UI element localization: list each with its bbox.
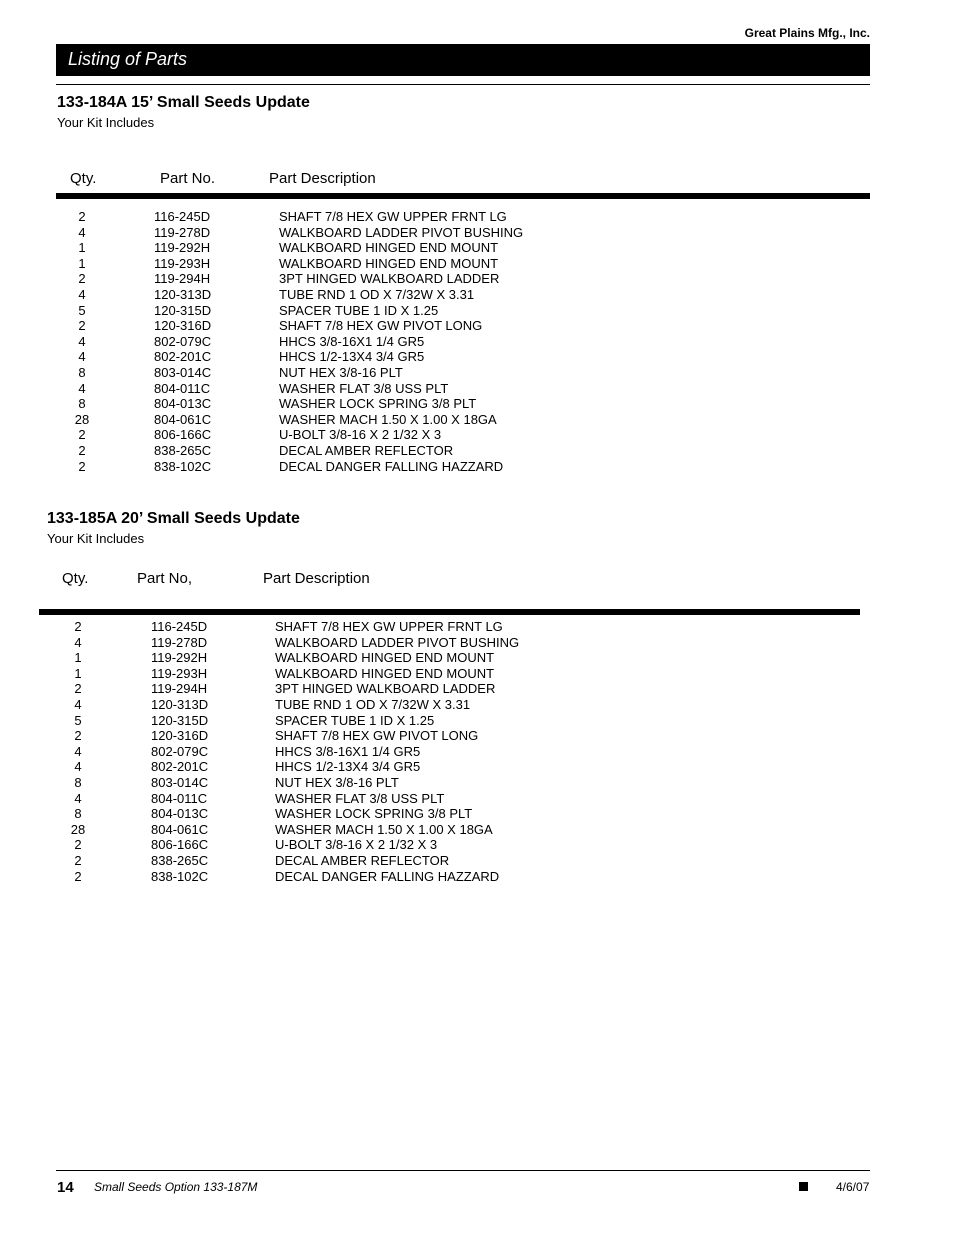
- part-number-cell: 120-316D: [154, 318, 212, 334]
- kit-title-2: 133-185A 20’ Small Seeds Update: [47, 510, 300, 527]
- qty-cell: 4: [74, 696, 82, 712]
- description-cell: WALKBOARD LADDER PIVOT BUSHING: [275, 634, 520, 650]
- description-cell: WALKBOARD HINGED END MOUNT: [279, 255, 499, 271]
- table-row: [56, 271, 656, 287]
- table-row: [39, 853, 639, 869]
- qty-cell: 4: [74, 759, 82, 775]
- table-row: [56, 365, 656, 381]
- qty-cell: 2: [74, 837, 82, 853]
- part-number-cell: 838-102C: [151, 868, 209, 884]
- part-number-cell: 838-102C: [154, 458, 212, 474]
- part-number-cell: 119-294H: [154, 271, 211, 287]
- table-row: [39, 697, 639, 713]
- description-cell: NUT HEX 3/8-16 PLT: [275, 774, 399, 790]
- description-cell: WASHER FLAT 3/8 USS PLT: [275, 790, 445, 806]
- description-cell: HHCS 1/2-13X4 3/4 GR5: [275, 759, 421, 775]
- part-number-cell: 804-013C: [151, 806, 209, 822]
- table-row: [39, 806, 639, 822]
- table-row: [56, 287, 656, 303]
- description-cell: HHCS 1/2-13X4 3/4 GR5: [279, 349, 425, 365]
- qty-cell: 4: [78, 333, 86, 349]
- description-cell: WASHER LOCK SPRING 3/8 PLT: [279, 396, 477, 412]
- table-row: [56, 412, 656, 428]
- description-cell: SPACER TUBE 1 ID X 1.25: [279, 302, 439, 318]
- qty-cell: 2: [74, 728, 82, 744]
- table-row: [39, 681, 639, 697]
- col-header-qty: Qty.: [62, 570, 89, 587]
- description-cell: WASHER MACH 1.50 X 1.00 X 18GA: [279, 411, 497, 427]
- description-cell: WALKBOARD HINGED END MOUNT: [279, 240, 499, 256]
- description-cell: DECAL DANGER FALLING HAZZARD: [279, 458, 504, 474]
- description-cell: SHAFT 7/8 HEX GW UPPER FRNT LG: [275, 619, 503, 634]
- qty-cell: 1: [78, 240, 86, 256]
- qty-cell: 5: [74, 712, 82, 728]
- description-cell: SHAFT 7/8 HEX GW UPPER FRNT LG: [279, 209, 507, 224]
- description-cell: 3PT HINGED WALKBOARD LADDER: [279, 271, 500, 287]
- part-number-cell: 119-278D: [151, 634, 208, 650]
- qty-cell: 2: [78, 427, 86, 443]
- table-row: [56, 459, 656, 475]
- table-header-rule: [39, 609, 860, 615]
- qty-cell: 2: [74, 619, 82, 634]
- part-number-cell: 120-315D: [151, 712, 209, 728]
- qty-cell: 4: [78, 224, 86, 240]
- table-row: [56, 396, 656, 412]
- part-number-cell: 116-245D: [151, 619, 208, 634]
- title-divider: [56, 84, 870, 85]
- description-cell: SPACER TUBE 1 ID X 1.25: [275, 712, 435, 728]
- col-header-description: Part Description: [263, 570, 370, 587]
- page-number: 14: [57, 1179, 74, 1196]
- description-cell: 3PT HINGED WALKBOARD LADDER: [275, 681, 496, 697]
- description-cell: TUBE RND 1 OD X 7/32W X 3.31: [279, 286, 475, 302]
- description-cell: U-BOLT 3/8-16 X 2 1/32 X 3: [279, 427, 442, 443]
- qty-cell: 8: [78, 364, 86, 380]
- qty-cell: 4: [78, 380, 86, 396]
- qty-cell: 1: [78, 255, 86, 271]
- footer-divider: [56, 1170, 870, 1171]
- table-row: [39, 791, 639, 807]
- part-number-cell: 802-079C: [154, 333, 212, 349]
- description-cell: DECAL DANGER FALLING HAZZARD: [275, 868, 500, 884]
- part-number-cell: 802-201C: [154, 349, 212, 365]
- col-header-description: Part Description: [269, 170, 376, 187]
- qty-cell: 2: [74, 681, 82, 697]
- part-number-cell: 802-201C: [151, 759, 209, 775]
- qty-cell: 4: [74, 743, 82, 759]
- table-row: [39, 635, 639, 651]
- table-row: [56, 443, 656, 459]
- description-cell: WASHER FLAT 3/8 USS PLT: [279, 380, 449, 396]
- revision-date: 4/6/07: [836, 1180, 870, 1194]
- part-number-cell: 804-061C: [154, 411, 212, 427]
- part-number-cell: 803-014C: [154, 364, 212, 380]
- description-cell: HHCS 3/8-16X1 1/4 GR5: [275, 743, 421, 759]
- qty-cell: 2: [74, 868, 82, 884]
- qty-cell: 4: [78, 349, 86, 365]
- part-number-cell: 120-313D: [151, 696, 209, 712]
- qty-cell: 8: [78, 396, 86, 412]
- qty-cell: 4: [74, 790, 82, 806]
- part-number-cell: 804-011C: [151, 790, 208, 806]
- qty-cell: 28: [74, 411, 90, 427]
- description-cell: NUT HEX 3/8-16 PLT: [279, 364, 403, 380]
- qty-cell: 4: [74, 634, 82, 650]
- description-cell: HHCS 3/8-16X1 1/4 GR5: [279, 333, 425, 349]
- qty-cell: 28: [70, 821, 86, 837]
- qty-cell: 1: [74, 665, 82, 681]
- part-number-cell: 120-316D: [151, 728, 209, 744]
- description-cell: SHAFT 7/8 HEX GW PIVOT LONG: [279, 318, 483, 334]
- table-row: [39, 619, 639, 635]
- description-cell: WASHER MACH 1.50 X 1.00 X 18GA: [275, 821, 493, 837]
- qty-cell: 1: [74, 650, 82, 666]
- description-cell: DECAL AMBER REFLECTOR: [275, 852, 450, 868]
- parts-list-1: [56, 209, 656, 474]
- qty-cell: 4: [78, 286, 86, 302]
- qty-cell: 2: [78, 442, 86, 458]
- description-cell: SHAFT 7/8 HEX GW PIVOT LONG: [275, 728, 479, 744]
- table-row: [56, 334, 656, 350]
- part-number-cell: 119-293H: [151, 665, 208, 681]
- table-row: [56, 427, 656, 443]
- document-title: Small Seeds Option 133-187M: [94, 1180, 258, 1194]
- table-row: [56, 318, 656, 334]
- part-number-cell: 119-292H: [154, 240, 211, 256]
- qty-cell: 8: [74, 806, 82, 822]
- table-row: [39, 666, 639, 682]
- qty-cell: 5: [78, 302, 86, 318]
- part-number-cell: 806-166C: [154, 427, 212, 443]
- section-title-bar: [56, 44, 870, 76]
- description-cell: WALKBOARD LADDER PIVOT BUSHING: [279, 224, 524, 240]
- table-row: [56, 381, 656, 397]
- qty-cell: 2: [78, 209, 86, 224]
- description-cell: WALKBOARD HINGED END MOUNT: [275, 665, 495, 681]
- part-number-cell: 119-293H: [154, 255, 211, 271]
- part-number-cell: 116-245D: [154, 209, 211, 224]
- part-number-cell: 806-166C: [151, 837, 209, 853]
- part-number-cell: 804-013C: [154, 396, 212, 412]
- square-bullet-icon: [799, 1182, 808, 1191]
- parts-list-2: [39, 619, 639, 884]
- kit-subtitle-1: Your Kit Includes: [57, 115, 155, 130]
- table-header-rule: [56, 193, 870, 199]
- table-row: [39, 822, 639, 838]
- table-row: [56, 349, 656, 365]
- part-number-cell: 802-079C: [151, 743, 209, 759]
- table-row: [39, 650, 639, 666]
- table-row: [39, 869, 639, 885]
- qty-cell: 2: [78, 318, 86, 334]
- table-row: [56, 209, 656, 225]
- qty-cell: 2: [78, 458, 86, 474]
- part-number-cell: 119-278D: [154, 224, 211, 240]
- part-number-cell: 119-294H: [151, 681, 208, 697]
- company-name: Great Plains Mfg., Inc.: [744, 26, 870, 40]
- part-number-cell: 804-061C: [151, 821, 209, 837]
- table-row: [39, 713, 639, 729]
- part-number-cell: 120-315D: [154, 302, 212, 318]
- part-number-cell: 120-313D: [154, 286, 212, 302]
- qty-cell: 8: [74, 774, 82, 790]
- kit-title-1: 133-184A 15’ Small Seeds Update: [57, 94, 310, 111]
- qty-cell: 2: [74, 852, 82, 868]
- table-row: [39, 744, 639, 760]
- part-number-cell: 838-265C: [151, 852, 209, 868]
- table-row: [39, 728, 639, 744]
- part-number-cell: 838-265C: [154, 442, 212, 458]
- part-number-cell: 803-014C: [151, 774, 209, 790]
- table-row: [56, 303, 656, 319]
- description-cell: WALKBOARD HINGED END MOUNT: [275, 650, 495, 666]
- table-row: [39, 759, 639, 775]
- table-row: [39, 775, 639, 791]
- table-row: [39, 837, 639, 853]
- section-title: Listing of Parts: [68, 49, 188, 69]
- table-row: [56, 240, 656, 256]
- col-header-part-no: Part No,: [137, 570, 193, 587]
- table-row: [56, 225, 656, 241]
- description-cell: DECAL AMBER REFLECTOR: [279, 442, 454, 458]
- col-header-part-no: Part No.: [160, 170, 216, 187]
- part-number-cell: 119-292H: [151, 650, 208, 666]
- table-row: [56, 256, 656, 272]
- kit-subtitle-2: Your Kit Includes: [47, 531, 145, 546]
- part-number-cell: 804-011C: [154, 380, 211, 396]
- qty-cell: 2: [78, 271, 86, 287]
- description-cell: U-BOLT 3/8-16 X 2 1/32 X 3: [275, 837, 438, 853]
- description-cell: TUBE RND 1 OD X 7/32W X 3.31: [275, 696, 471, 712]
- col-header-qty: Qty.: [70, 170, 97, 187]
- description-cell: WASHER LOCK SPRING 3/8 PLT: [275, 806, 473, 822]
